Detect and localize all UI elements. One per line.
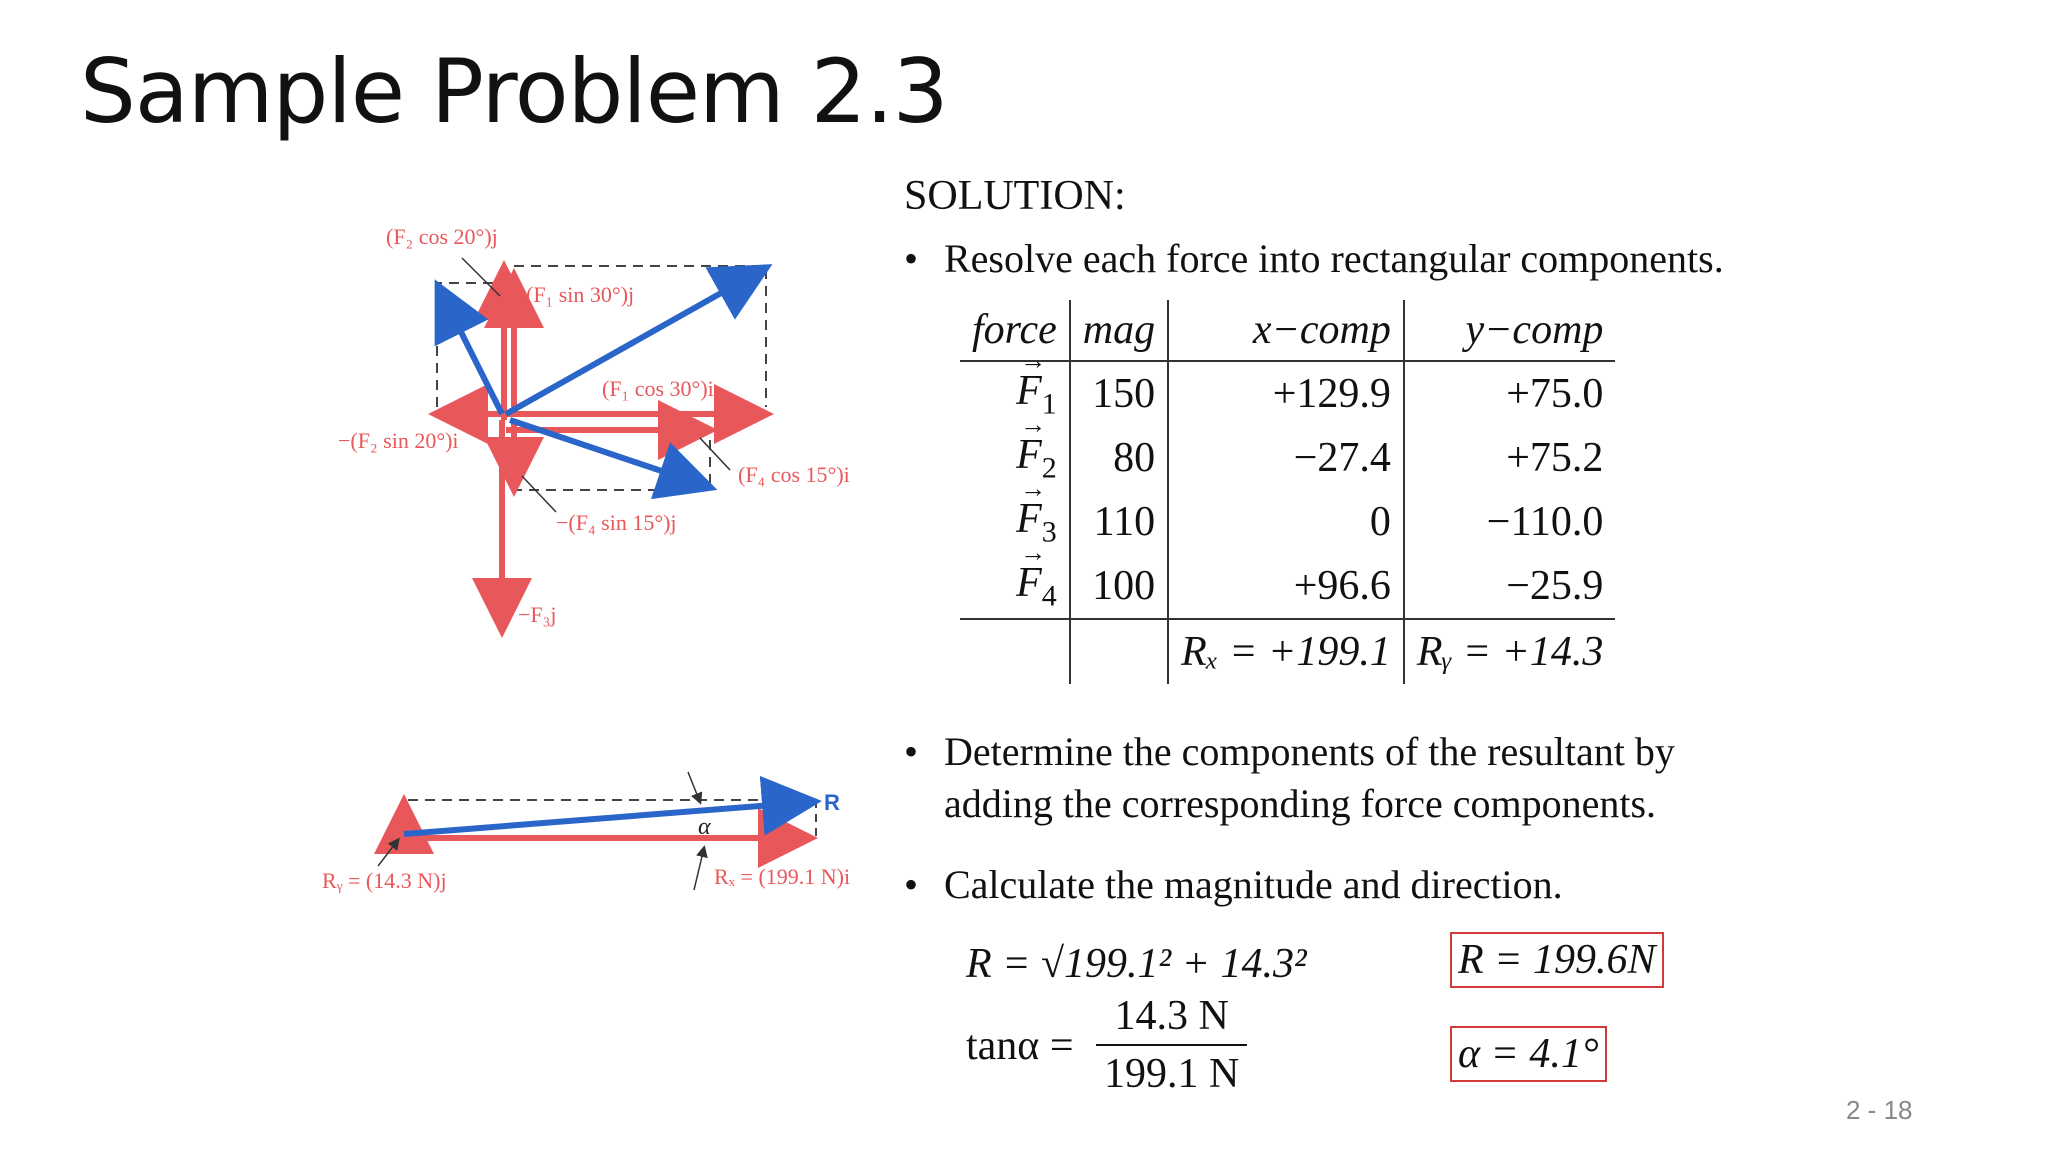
force-symbol: → $F_2$ xyxy=(1016,432,1057,478)
header-y-comp: y−comp xyxy=(1404,300,1616,361)
label-f4-sin: −(F₄ sin 15°)j xyxy=(556,510,677,535)
force-components-table xyxy=(960,300,1615,684)
tan-fraction xyxy=(1096,992,1247,1098)
bullet-dot: • xyxy=(904,729,919,774)
label-f2-cos: (F₂ cos 20°)j xyxy=(386,224,498,249)
x-cell: +129.9 xyxy=(1168,361,1404,426)
rx-sum: Rₓ = +199.1 xyxy=(1168,619,1404,684)
label-f2-sin: −(F₂ sin 20°)i xyxy=(338,428,459,453)
diagram-labels xyxy=(322,224,850,893)
x-cell: +96.6 xyxy=(1168,554,1404,619)
step-1-text: Resolve each force into rectangular components. xyxy=(944,236,1724,281)
sum-row xyxy=(960,619,1615,684)
label-r: R xyxy=(824,790,840,815)
y-cell: −25.9 xyxy=(1404,554,1616,619)
bullet-dot: • xyxy=(904,862,919,907)
mag-cell: 150 xyxy=(1070,361,1168,426)
tan-denominator: 199.1 N xyxy=(1104,1051,1240,1097)
force-symbol: → $F_3$ xyxy=(1016,496,1057,542)
f2-arrow xyxy=(440,290,502,414)
label-rx: Rₓ = (199.1 N)i xyxy=(714,864,851,889)
label-alpha: α xyxy=(698,814,711,840)
label-f4-cos: (F₄ cos 15°)i xyxy=(738,462,850,487)
r-result-box: R = 199.6N xyxy=(1450,932,1664,988)
mag-cell: 100 xyxy=(1070,554,1168,619)
header-mag: mag xyxy=(1070,300,1168,361)
solution-heading: SOLUTION: xyxy=(904,173,1126,219)
table-row xyxy=(960,361,1615,426)
force-symbol: → $F_4$ xyxy=(1016,560,1057,606)
tan-numerator: 14.3 N xyxy=(1096,992,1247,1046)
table-row xyxy=(960,554,1615,619)
x-cell: −27.4 xyxy=(1168,426,1404,490)
label-f1-sin: (F₁ sin 30°)j xyxy=(526,282,635,307)
r-arrow xyxy=(404,802,810,834)
y-cell: +75.2 xyxy=(1404,426,1616,490)
label-f3: −F₃j xyxy=(518,602,557,627)
slide-number: 2 - 18 xyxy=(1846,1095,1913,1125)
x-cell: 0 xyxy=(1168,490,1404,554)
slide-title: Sample Problem 2.3 xyxy=(80,40,948,143)
step-3-text: Calculate the magnitude and direction. xyxy=(944,862,1563,907)
y-cell: −110.0 xyxy=(1404,490,1616,554)
force-symbol: → $F_1$ xyxy=(1016,368,1057,414)
step-2-text-line2: adding the corresponding force components. xyxy=(944,781,1657,826)
header-force: force xyxy=(960,300,1070,361)
magnitude-formula: R = √199.1² + 14.3² xyxy=(966,941,1307,987)
label-ry: Rᵧ = (14.3 N)j xyxy=(322,868,447,893)
mag-cell: 80 xyxy=(1070,426,1168,490)
label-f1-cos: (F₁ cos 30°)i xyxy=(602,376,714,401)
alpha-result-box: α = 4.1° xyxy=(1450,1026,1607,1082)
header-x-comp: x−comp xyxy=(1168,300,1404,361)
table-row xyxy=(960,490,1615,554)
bullet-dot: • xyxy=(904,236,919,281)
tan-lhs: tanα = xyxy=(966,1023,1074,1069)
y-cell: +75.0 xyxy=(1404,361,1616,426)
mag-cell: 110 xyxy=(1070,490,1168,554)
step-2-text-line1: Determine the components of the resultant by xyxy=(944,729,1675,774)
ry-sum: Rᵧ = +14.3 xyxy=(1404,619,1616,684)
table-row xyxy=(960,426,1615,490)
